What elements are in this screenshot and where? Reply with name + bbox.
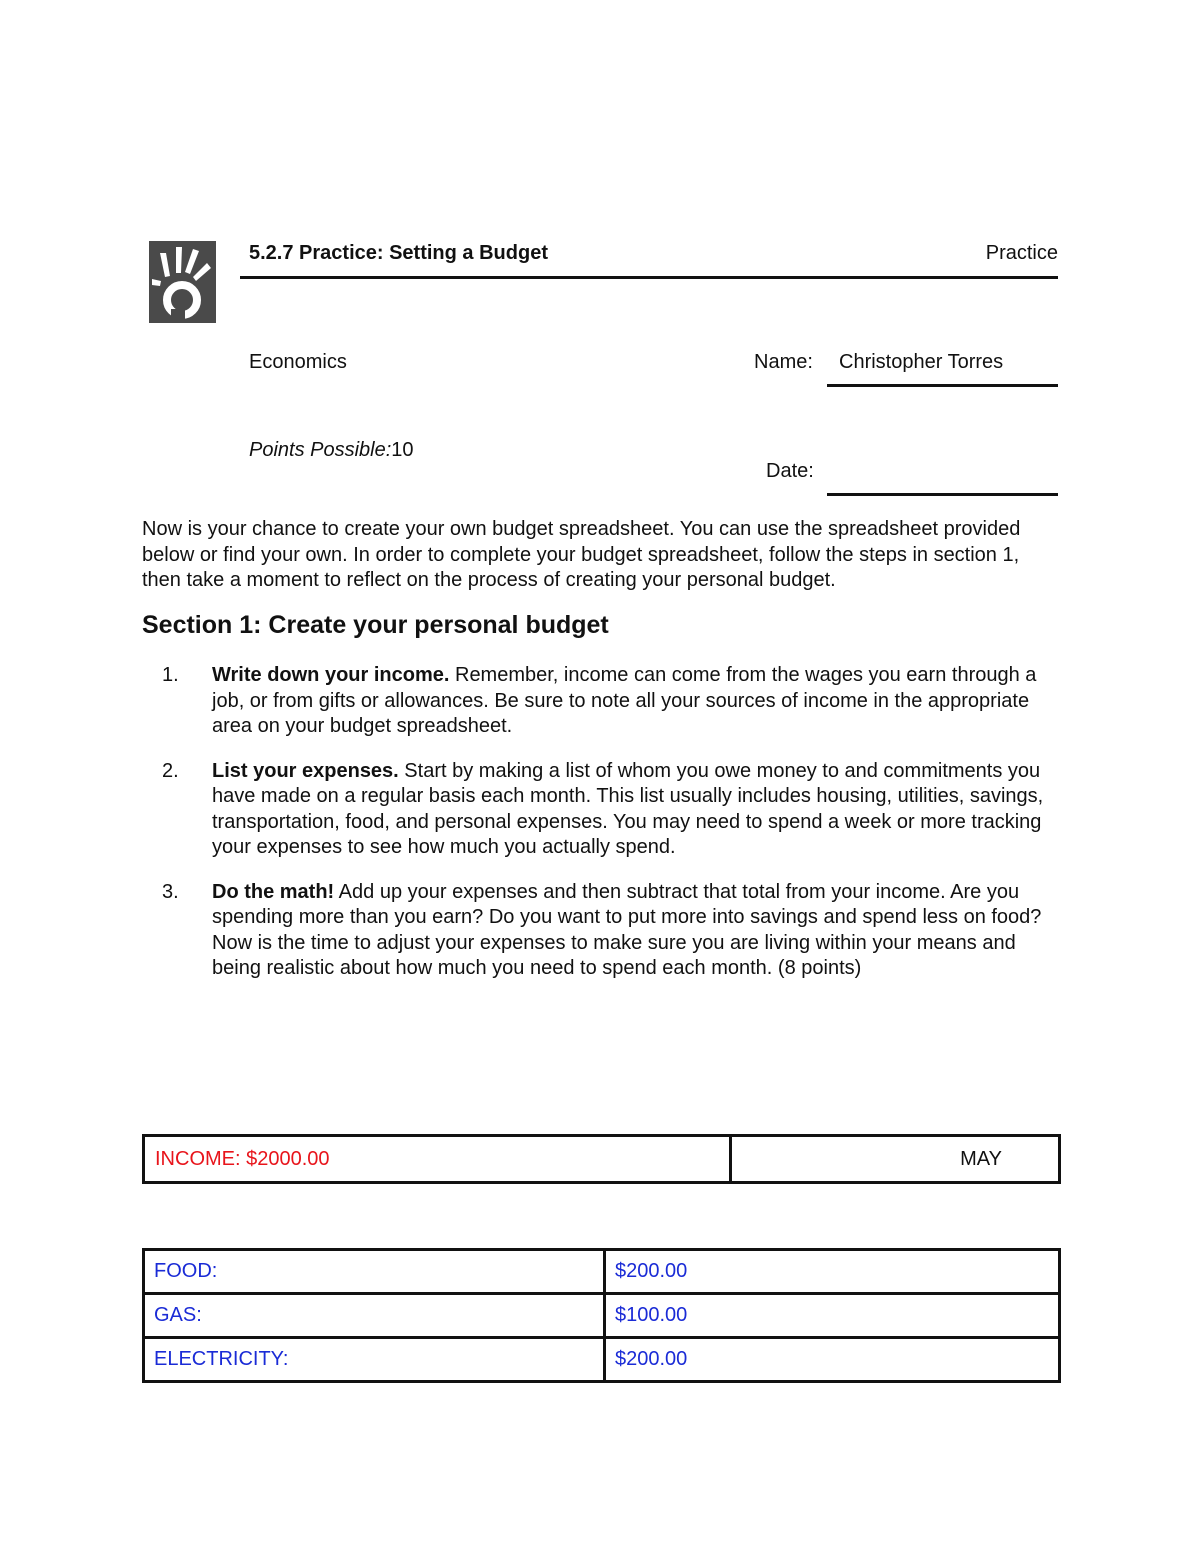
list-item [142,759,1062,861]
name-underline [827,384,1058,387]
step-text: Remember, income can come from the wages you earn through a job, or from gifts or allowances. Be sure to note all your sources of income in the appropriate area on your budget spreadsheet. [212,664,1037,737]
income-value: INCOME: $2000.00 [155,1147,330,1170]
step-number: 2. [162,759,179,782]
table-row [144,1250,1060,1294]
expense-amount-cell[interactable]: $200.00 [605,1250,1060,1294]
expense-label-cell[interactable]: ELECTRICITY: [144,1338,605,1382]
course-subject: Economics [249,351,347,373]
step-lead: Do the math! [212,880,335,903]
month-cell[interactable]: MAY [730,1136,1059,1183]
step-number: 3. [162,880,179,903]
table-row [144,1294,1060,1338]
section-heading: Section 1: Create your personal budget [142,611,609,639]
intro-paragraph: Now is your chance to create your own budget spreadsheet. You can use the spreadsheet provided below or find your own. In order to complete your budget spreadsheet, follow the steps in section 1, then take a moment to reflect on the process of creating your personal budget. [142,518,1021,591]
list-item [142,880,1062,982]
page-title: 5.2.7 Practice: Setting a Budget [249,242,548,264]
step-text: Add up your expenses and then subtract that total from your income. Are you spending more than you earn? Do you want to put more into savings and spend less on food? Now is the time to adjust your expenses to make sure you are living within your means and being realistic about how much you need to spend each month. (8 points) [212,880,1042,979]
table-row [144,1136,1060,1183]
name-label: Name: [754,351,813,373]
points-possible [249,439,414,462]
date-label: Date: [766,460,814,482]
expense-amount-cell[interactable]: $200.00 [605,1338,1060,1382]
date-field[interactable] [827,493,1058,496]
expense-table [142,1248,1061,1383]
points-label: Points Possible: [249,439,392,461]
expense-label-cell[interactable]: GAS: [144,1294,605,1338]
sunburst-logo-icon [149,241,216,323]
document-type-label: Practice [985,242,1058,264]
expense-amount-cell[interactable]: $100.00 [605,1294,1060,1338]
expense-label-cell[interactable]: FOOD: [144,1250,605,1294]
list-item [142,663,1062,740]
table-row [144,1338,1060,1382]
header-divider [240,276,1058,279]
step-lead: List your expenses. [212,759,399,782]
step-number: 1. [162,664,179,686]
name-field[interactable]: Christopher Torres [839,351,1004,373]
points-value: 10 [391,439,414,461]
step-text: Start by making a list of whom you owe money to and commitments you have made on a regular basis each month. This list usually includes housing, utilities, savings, transportation, food, and personal expenses. You may need to spend a week or more tracking your expenses to see how much you actually spend. [212,759,1044,858]
steps-list [142,663,1062,1001]
income-cell[interactable] [144,1136,731,1183]
step-lead: Write down your income. [212,664,450,686]
income-table [142,1134,1061,1184]
